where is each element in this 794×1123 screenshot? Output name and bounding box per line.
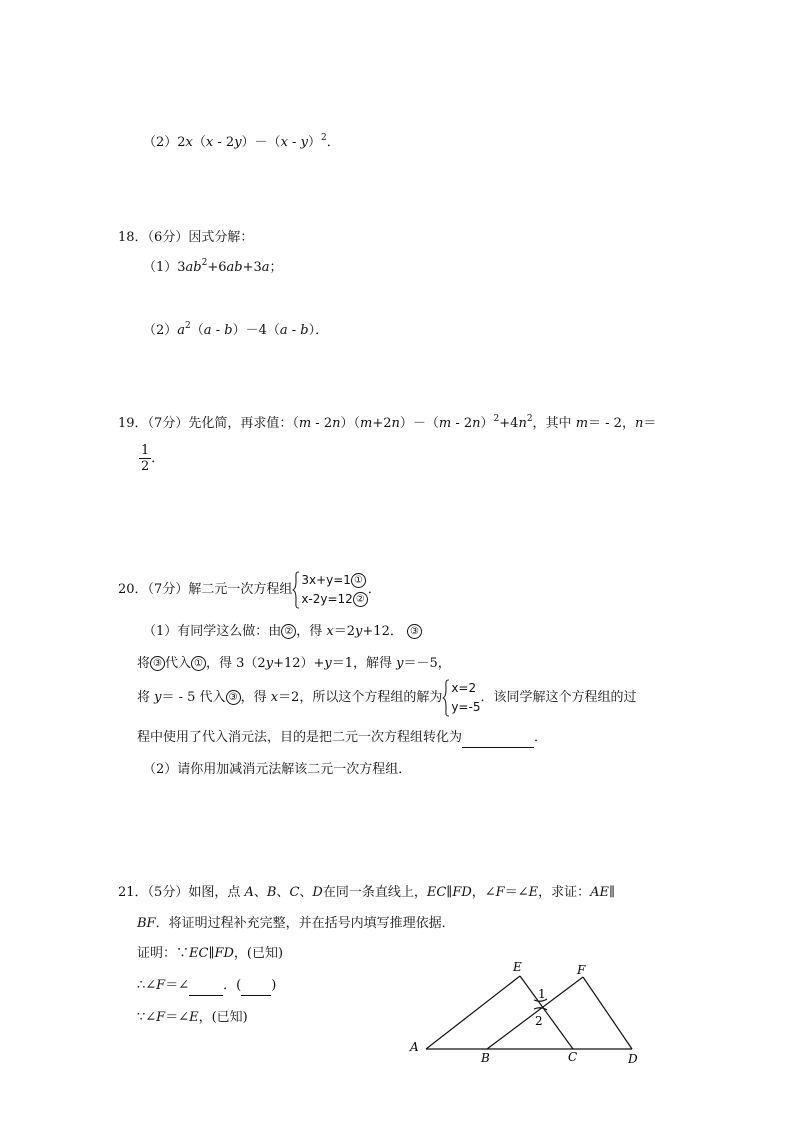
label-B: B bbox=[481, 1051, 490, 1065]
label-D: D bbox=[628, 1052, 638, 1066]
q21-line4: ∴∠F＝∠ ．( ) bbox=[137, 977, 276, 996]
left-brace-icon bbox=[292, 571, 300, 609]
q20-line2: （1）有同学这么做：由 ② ，得 x＝2y+12． ③ bbox=[143, 623, 422, 641]
angle-blank[interactable] bbox=[189, 977, 223, 996]
q18-part2: $(2)a^2(a - b)-4(a - b)$． bbox=[143, 321, 329, 338]
q21-line1: 21．（5分）如图，点 A、B、C、D在同一条直线上，EC∥FD，∠F＝∠E，求证：AE∥ bbox=[118, 885, 616, 900]
q20-line6: （2）请你用加减消元法解该二元一次方程组． bbox=[143, 762, 412, 777]
q21-line5: ∵∠F＝∠E，(已知) bbox=[137, 1010, 248, 1025]
q21-line2: BF．将证明过程补充完整，并在括号内填写推理依据． bbox=[137, 916, 455, 931]
q18-header: 18．（6分）因式分解： bbox=[118, 230, 254, 245]
fraction-one-half: $\frac{1}{2}$ bbox=[141, 443, 150, 474]
equation-system bbox=[292, 571, 368, 609]
q18-part1: $(1)3ab^2+6ab+3a$； bbox=[143, 258, 283, 275]
left-brace-icon bbox=[442, 679, 450, 717]
equation-2: x-2y=12 ② bbox=[301, 590, 368, 609]
equation-1: 3x+y=1 ① bbox=[301, 571, 368, 590]
label-F: F bbox=[577, 963, 586, 977]
q17-part2: （2）2x（x - 2y）－（x - y）$^2$． bbox=[143, 133, 340, 150]
answer-blank[interactable] bbox=[462, 729, 534, 748]
line-AE bbox=[426, 976, 520, 1049]
reason-blank[interactable] bbox=[241, 977, 271, 996]
label-A: A bbox=[410, 1040, 419, 1054]
q20-line1: 20．（7分）解二元一次方程组 3x+y=1 ① x-2y=12 ② ． bbox=[118, 570, 381, 611]
q20-line5: 程中使用了代入消元法，目的是把二元一次方程组转化为 ． bbox=[137, 729, 547, 748]
q19-fraction: $\frac{1}{2}$ ． bbox=[141, 443, 165, 474]
line-EC bbox=[520, 976, 573, 1049]
label-E: E bbox=[513, 960, 522, 974]
q21-line3: 证明：∵EC∥FD，(已知) bbox=[137, 946, 284, 961]
q20-line4: 将 y＝ - 5 代入 ③ ，得 x＝2，所以这个方程组的解为 x=2 y=-5 ．该同学解这个方程组的过 bbox=[137, 678, 636, 719]
line-BF bbox=[487, 977, 583, 1049]
geometry-figure bbox=[400, 955, 660, 1070]
label-angle-1: 1 bbox=[538, 987, 546, 1001]
q19-line1: 19．（7分）先化简，再求值：$(m - 2n)(m+2n)-(m - 2n)^2+4n^2$，其中 m＝ - 2，n＝ bbox=[118, 414, 657, 431]
q20-line3: 将 ③ 代入 ① ，得 3（2y+12）+y＝1，解得 y＝－5， bbox=[137, 656, 451, 671]
line-FD bbox=[583, 977, 632, 1049]
label-angle-2: 2 bbox=[535, 1014, 543, 1028]
label-C: C bbox=[568, 1050, 578, 1064]
solution-system: x=2 y=-5 bbox=[442, 679, 480, 717]
